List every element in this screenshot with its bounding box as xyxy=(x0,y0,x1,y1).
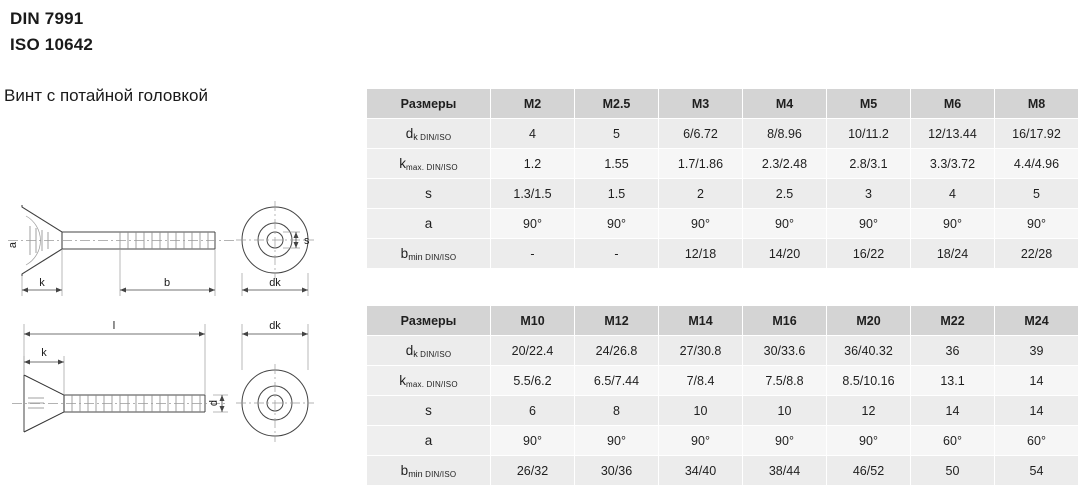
cell: 4 xyxy=(911,179,995,209)
table-row xyxy=(367,396,1079,426)
cell: 34/40 xyxy=(659,456,743,486)
dim-label-b: b xyxy=(163,277,171,289)
row-label-k: kmax. DIN/ISO xyxy=(367,149,491,179)
cell: 90° xyxy=(491,209,575,239)
cell: 1.3/1.5 xyxy=(491,179,575,209)
drawing-top xyxy=(0,150,360,300)
cell: 38/44 xyxy=(743,456,827,486)
cell: 90° xyxy=(575,426,659,456)
cell: 60° xyxy=(995,426,1079,456)
table-header-row xyxy=(367,306,1079,336)
cell: - xyxy=(491,239,575,269)
cell: 36 xyxy=(911,336,995,366)
cell: 8 xyxy=(575,396,659,426)
table-row xyxy=(367,426,1079,456)
cell: 4.4/4.96 xyxy=(995,149,1079,179)
cell: 8.5/10.16 xyxy=(827,366,911,396)
standard-iso: ISO 10642 xyxy=(10,35,94,54)
table-small-sizes xyxy=(366,88,1079,269)
cell: 4 xyxy=(491,119,575,149)
dim-label-dk: dk xyxy=(269,277,281,289)
cell: 60° xyxy=(911,426,995,456)
th-m22: M22 xyxy=(911,306,995,336)
cell: 90° xyxy=(743,209,827,239)
cell: 1.2 xyxy=(491,149,575,179)
drawing-top-labels xyxy=(7,235,310,289)
cell: 16/22 xyxy=(827,239,911,269)
standard-din: DIN 7991 xyxy=(10,9,84,28)
dim-label-k2: k xyxy=(41,347,47,359)
cell: 1.7/1.86 xyxy=(659,149,743,179)
th-m4: M4 xyxy=(743,89,827,119)
cell: 90° xyxy=(491,426,575,456)
th-m10: M10 xyxy=(491,306,575,336)
row-label-b: bmin DIN/ISO xyxy=(367,239,491,269)
cell: 7.5/8.8 xyxy=(743,366,827,396)
th-m14: M14 xyxy=(659,306,743,336)
cell: 20/22.4 xyxy=(491,336,575,366)
cell: 14 xyxy=(995,396,1079,426)
cell: 1.5 xyxy=(575,179,659,209)
cell: 22/28 xyxy=(995,239,1079,269)
cell: 5 xyxy=(995,179,1079,209)
cell: 30/36 xyxy=(575,456,659,486)
row-label-k: kmax. DIN/ISO xyxy=(367,366,491,396)
cell: 10 xyxy=(743,396,827,426)
cell: 18/24 xyxy=(911,239,995,269)
th-sizes: Размеры xyxy=(367,89,491,119)
cell: 8/8.96 xyxy=(743,119,827,149)
th-m24: M24 xyxy=(995,306,1079,336)
row-label-s: s xyxy=(367,396,491,426)
cell: 90° xyxy=(659,209,743,239)
table-row xyxy=(367,179,1079,209)
drawing-top-svg xyxy=(0,150,360,300)
cell: 90° xyxy=(995,209,1079,239)
table-row xyxy=(367,336,1079,366)
standard-titles xyxy=(10,6,93,58)
cell: 27/30.8 xyxy=(659,336,743,366)
dim-label-s: s xyxy=(304,235,310,247)
cell: 12/13.44 xyxy=(911,119,995,149)
cell: 12/18 xyxy=(659,239,743,269)
row-label-b: bmin DIN/ISO xyxy=(367,456,491,486)
cell: 90° xyxy=(743,426,827,456)
row-label-a: a xyxy=(367,209,491,239)
cell: 90° xyxy=(827,426,911,456)
table-row xyxy=(367,209,1079,239)
cell: 90° xyxy=(911,209,995,239)
cell: 7/8.4 xyxy=(659,366,743,396)
table-row xyxy=(367,149,1079,179)
table-row xyxy=(367,119,1079,149)
dim-label-d: d xyxy=(208,399,220,407)
row-label-s: s xyxy=(367,179,491,209)
th-m8: M8 xyxy=(995,89,1079,119)
cell: 16/17.92 xyxy=(995,119,1079,149)
dim-label-k: k xyxy=(39,277,45,289)
dim-label-l: l xyxy=(112,320,116,332)
table-large-sizes-wrap xyxy=(366,305,1079,486)
cell: 3 xyxy=(827,179,911,209)
cell: 30/33.6 xyxy=(743,336,827,366)
th-m16: M16 xyxy=(743,306,827,336)
cell: 14 xyxy=(911,396,995,426)
th-m12: M12 xyxy=(575,306,659,336)
cell: 2.5 xyxy=(743,179,827,209)
row-label-dk: dk DIN/ISO xyxy=(367,119,491,149)
cell: 24/26.8 xyxy=(575,336,659,366)
drawing-bottom-svg xyxy=(0,300,360,460)
dim-label-dk2: dk xyxy=(269,320,281,332)
th-m20: M20 xyxy=(827,306,911,336)
row-label-a: a xyxy=(367,426,491,456)
cell: 6 xyxy=(491,396,575,426)
cell: 36/40.32 xyxy=(827,336,911,366)
cell: 5 xyxy=(575,119,659,149)
table-small-sizes-wrap xyxy=(366,88,1079,269)
th-m3: M3 xyxy=(659,89,743,119)
cell: 6.5/7.44 xyxy=(575,366,659,396)
row-label-dk: dk DIN/ISO xyxy=(367,336,491,366)
th-m6: M6 xyxy=(911,89,995,119)
cell: 6/6.72 xyxy=(659,119,743,149)
table-large-sizes xyxy=(366,305,1079,486)
th-m2: M2 xyxy=(491,89,575,119)
technical-drawings xyxy=(0,150,360,460)
cell: 2.8/3.1 xyxy=(827,149,911,179)
th-m2-5: M2.5 xyxy=(575,89,659,119)
th-m5: M5 xyxy=(827,89,911,119)
cell: 50 xyxy=(911,456,995,486)
cell: - xyxy=(575,239,659,269)
cell: 90° xyxy=(659,426,743,456)
cell: 13.1 xyxy=(911,366,995,396)
table-row xyxy=(367,456,1079,486)
cell: 39 xyxy=(995,336,1079,366)
cell: 5.5/6.2 xyxy=(491,366,575,396)
cell: 12 xyxy=(827,396,911,426)
cell: 10 xyxy=(659,396,743,426)
table-row xyxy=(367,239,1079,269)
cell: 26/32 xyxy=(491,456,575,486)
cell: 3.3/3.72 xyxy=(911,149,995,179)
cell: 90° xyxy=(575,209,659,239)
drawing-bottom xyxy=(0,300,360,460)
product-description: Винт с потайной головкой xyxy=(4,86,208,105)
cell: 14/20 xyxy=(743,239,827,269)
th-sizes: Размеры xyxy=(367,306,491,336)
cell: 54 xyxy=(995,456,1079,486)
table-header-row xyxy=(367,89,1079,119)
cell: 2 xyxy=(659,179,743,209)
cell: 2.3/2.48 xyxy=(743,149,827,179)
cell: 1.55 xyxy=(575,149,659,179)
cell: 46/52 xyxy=(827,456,911,486)
table-row xyxy=(367,366,1079,396)
cell: 14 xyxy=(995,366,1079,396)
dim-label-a: a xyxy=(7,241,19,249)
cell: 10/11.2 xyxy=(827,119,911,149)
cell: 90° xyxy=(827,209,911,239)
